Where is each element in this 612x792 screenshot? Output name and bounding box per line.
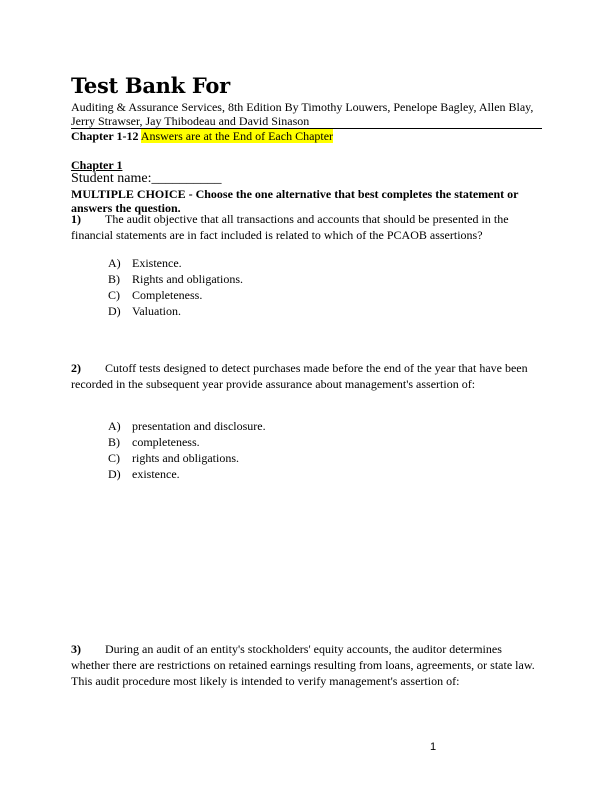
option-row — [108, 434, 266, 450]
option-letter: C) — [108, 451, 120, 465]
option-row — [108, 255, 243, 271]
option-row — [108, 466, 266, 482]
option-letter: D) — [108, 304, 121, 318]
book-citation: Auditing & Assurance Services, 8th Edition By Timothy Louwers, Penelope Bagley, Allen Blay, Jerry Strawser, Jay Thibodeau and David Sinason — [71, 100, 534, 128]
question-text: The audit objective that all transactions and accounts that should be presented in the financial statements are in fact included is related to which of the PCAOB assertions? — [71, 212, 509, 242]
chapter-heading: Chapter 1 — [71, 158, 123, 172]
chapter-range-line — [71, 129, 333, 143]
option-text: presentation and disclosure. — [132, 419, 266, 433]
question-text: During an audit of an entity's stockholders' equity accounts, the auditor determines whether there are restrictions on retained earnings resulting from loans, agreements, or state law. This audit procedure most likely is intended to verify management's assertion of: — [71, 642, 535, 688]
option-row — [108, 303, 243, 319]
question-1 — [71, 211, 543, 243]
option-letter: B) — [108, 272, 120, 286]
document-title: Test Bank For — [71, 73, 230, 98]
option-letter: A) — [108, 256, 121, 270]
page-number: 1 — [430, 741, 437, 753]
option-text: Valuation. — [132, 304, 181, 318]
answers-note-highlight: Answers are at the End of Each Chapter — [140, 129, 334, 143]
option-letter: C) — [108, 288, 120, 302]
option-row — [108, 450, 266, 466]
chapter-range-label: Chapter 1-12 — [71, 129, 139, 143]
student-name-field: Student name:__________ — [71, 171, 222, 186]
option-text: Existence. — [132, 256, 182, 270]
option-letter: B) — [108, 435, 120, 449]
question-2-options — [108, 418, 266, 482]
option-text: existence. — [132, 467, 180, 481]
option-text: Rights and obligations. — [132, 272, 243, 286]
option-text: Completeness. — [132, 288, 203, 302]
instructions: MULTIPLE CHOICE - Choose the one alternative that best completes the statement or answers the question. — [71, 187, 519, 215]
option-letter: D) — [108, 467, 121, 481]
option-row — [108, 418, 266, 434]
option-letter: A) — [108, 419, 121, 433]
option-row — [108, 271, 243, 287]
question-number: 1) — [71, 212, 81, 226]
question-1-options — [108, 255, 243, 319]
question-2 — [71, 360, 543, 392]
question-3 — [71, 641, 543, 689]
question-number: 2) — [71, 361, 81, 375]
option-text: rights and obligations. — [132, 451, 239, 465]
option-row — [108, 287, 243, 303]
question-text: Cutoff tests designed to detect purchases made before the end of the year that have been recorded in the subsequent year provide assurance about management's assertion of: — [71, 361, 528, 391]
question-number: 3) — [71, 642, 81, 656]
option-text: completeness. — [132, 435, 200, 449]
